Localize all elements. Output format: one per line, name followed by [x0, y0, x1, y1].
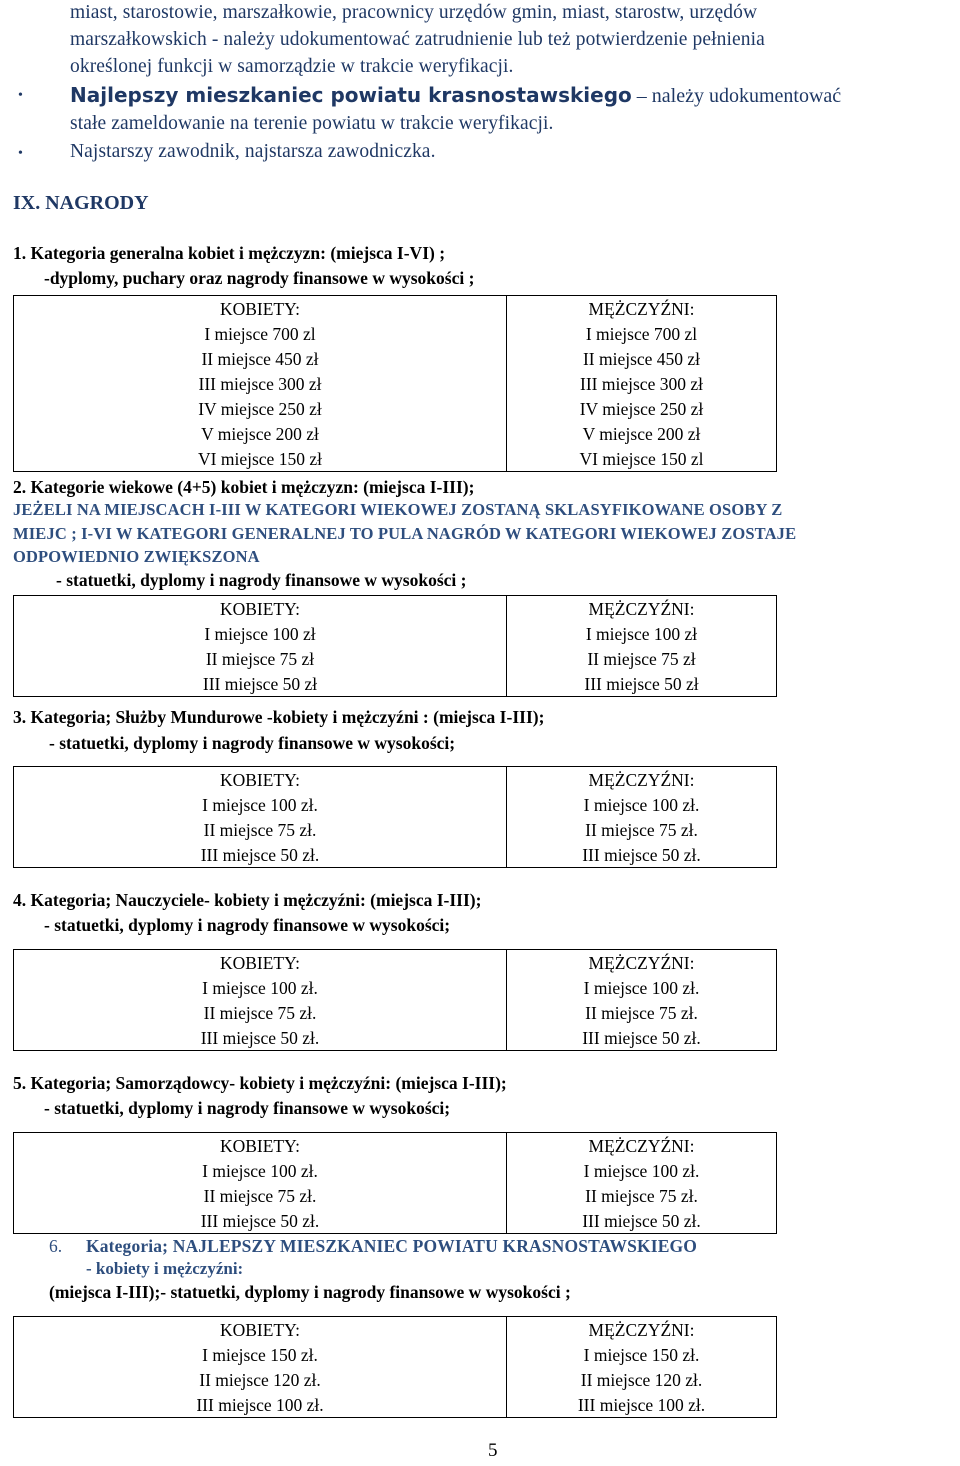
women-prize: I miejsce 100 zł.	[202, 795, 318, 815]
men-prize: III miejsce 50 zł	[584, 674, 699, 694]
men-prize: I miejsce 100 zł.	[583, 795, 700, 815]
women-prize: VI miejsce 150 zł	[198, 449, 322, 469]
women-prize: III miejsce 50 zł.	[200, 845, 320, 865]
women-prize: III miejsce 50 zł.	[200, 1211, 320, 1231]
men-prize: II miejsce 75 zł.	[585, 1186, 698, 1206]
women-prize: II miejsce 75 zł.	[203, 820, 317, 840]
women-header: KOBIETY:	[219, 599, 301, 619]
cat6-heading-line-2: - kobiety i mężczyźni:	[86, 1259, 244, 1278]
women-prize: III miejsce 100 zł.	[196, 1395, 324, 1415]
men-prize: III miejsce 300 zł	[580, 374, 703, 394]
men-prize: I miejsce 100 zł	[585, 624, 698, 644]
men-prize: I miejsce 100 zł.	[583, 978, 700, 998]
men-header: MĘŻCZYŹNI:	[588, 953, 695, 973]
cat4-sub: - statuetki, dyplomy i nagrody finansowe w wysokości;	[44, 915, 451, 935]
men-prize: IV miejsce 250 zł	[579, 399, 704, 419]
women-header: KOBIETY:	[219, 770, 301, 790]
intro-line-1: miast, starostowie, marszałkowie, pracownicy urzędów gmin, miast, starostw, urzędów	[70, 2, 758, 23]
cat2-heading: 2. Kategorie wiekowe (4+5) kobiet i mężczyzn: (miejsca I-III);	[13, 477, 475, 497]
men-prize: III miejsce 50 zł.	[582, 1211, 701, 1231]
women-header: KOBIETY:	[219, 953, 301, 973]
women-prize: I miejsce 700 zl	[204, 324, 316, 344]
cat2-notice-line: ODPOWIEDNIO ZWIĘKSZONA	[13, 547, 260, 566]
best-resident-rest: – należy udokumentować	[631, 85, 842, 107]
cat6-number: 6.	[49, 1236, 63, 1256]
women-prize: II miejsce 75 zł.	[203, 1186, 317, 1206]
women-prize: III miejsce 50 zł.	[200, 1028, 320, 1048]
women-prize: V miejsce 200 zł	[201, 424, 319, 444]
men-prize: II miejsce 75 zł.	[585, 820, 698, 840]
women-prize: III miejsce 300 zł	[198, 374, 322, 394]
men-header: MĘŻCZYŹNI:	[588, 1320, 695, 1340]
women-header: KOBIETY:	[219, 299, 301, 319]
women-prize: I miejsce 100 zł.	[202, 1161, 318, 1181]
women-prize: II miejsce 75 zł	[205, 649, 315, 669]
cat6-sub: (miejsca I-III);- statuetki, dyplomy i nagrody finansowe w wysokości ;	[49, 1282, 571, 1302]
men-prize: III miejsce 50 zł.	[582, 845, 701, 865]
bullet-best-resident	[70, 83, 841, 108]
men-prize: II miejsce 75 zł	[587, 649, 696, 669]
cat2-notice-line: JEŻELI NA MIEJSCACH I-III W KATEGORI WIEKOWEJ ZOSTANĄ SKLASYFIKOWANE OSOBY Z	[13, 500, 783, 519]
best-resident-bold: Najlepszy mieszkaniec powiatu krasnostawskiego	[70, 83, 632, 107]
men-prize: I miejsce 150 zł.	[583, 1345, 700, 1365]
cat4-heading: 4. Kategoria; Nauczyciele- kobiety i mężczyźni: (miejsca I-III);	[13, 890, 482, 910]
cat5-sub: - statuetki, dyplomy i nagrody finansowe w wysokości;	[44, 1098, 451, 1118]
bullet-icon: •	[18, 146, 23, 161]
cat2-notice-line: MIEJC ; I-VI W KATEGORI GENERALNEJ TO PULA NAGRÓD W KATEGORI WIEKOWEJ ZOSTAJE	[13, 524, 797, 543]
women-prize: I miejsce 100 zł	[204, 624, 316, 644]
women-header: KOBIETY:	[219, 1320, 301, 1340]
men-prize: I miejsce 100 zł.	[583, 1161, 700, 1181]
men-prize: V miejsce 200 zł	[582, 424, 701, 444]
cat2-prize-table	[13, 595, 777, 697]
women-prize: II miejsce 75 zł.	[203, 1003, 317, 1023]
cat3-heading: 3. Kategoria; Służby Mundurowe -kobiety i mężczyźni : (miejsca I-III);	[13, 707, 545, 727]
women-prize: II miejsce 120 zł.	[199, 1370, 321, 1390]
cat4-prize-table	[13, 949, 777, 1051]
cat6-prize-table	[13, 1316, 777, 1418]
page-number: 5	[488, 1440, 498, 1461]
men-prize: II miejsce 75 zł.	[585, 1003, 698, 1023]
intro-line-3: określonej funkcji w samorządzie w trakcie weryfikacji.	[70, 56, 514, 77]
cat5-heading: 5. Kategoria; Samorządowcy- kobiety i mężczyźni: (miejsca I-III);	[13, 1073, 507, 1093]
bullet-oldest: Najstarszy zawodnik, najstarsza zawodniczka.	[70, 141, 436, 162]
men-prize: III miejsce 50 zł.	[582, 1028, 701, 1048]
women-header: KOBIETY:	[219, 1136, 301, 1156]
bullet-icon: •	[18, 88, 23, 103]
cat2-sub: - statuetki, dyplomy i nagrody finansowe w wysokości ;	[56, 570, 467, 590]
cat1-sub: -dyplomy, puchary oraz nagrody finansowe w wysokości ;	[44, 268, 475, 288]
women-prize: II miejsce 450 zł	[201, 349, 319, 369]
men-header: MĘŻCZYŹNI:	[588, 299, 695, 319]
men-prize: II miejsce 120 zł.	[580, 1370, 703, 1390]
women-prize: I miejsce 100 zł.	[202, 978, 318, 998]
cat3-prize-table	[13, 766, 777, 868]
cat1-heading: 1. Kategoria generalna kobiet i mężczyzn: (miejsca I-VI) ;	[13, 243, 446, 263]
intro-line-2: marszałkowskich - należy udokumentować zatrudnienie lub też potwierdzenie pełnienia	[70, 29, 765, 50]
cat1-prize-table	[13, 295, 777, 472]
men-header: MĘŻCZYŹNI:	[588, 1136, 695, 1156]
men-prize: VI miejsce 150 zl	[579, 449, 704, 469]
best-resident-line-2: stałe zameldowanie na terenie powiatu w trakcie weryfikacji.	[70, 113, 554, 134]
women-prize: IV miejsce 250 zł	[198, 399, 322, 419]
cat5-prize-table	[13, 1132, 777, 1234]
section-title: IX. NAGRODY	[13, 192, 149, 214]
men-header: MĘŻCZYŹNI:	[588, 770, 695, 790]
cat3-sub: - statuetki, dyplomy i nagrody finansowe w wysokości;	[49, 733, 456, 753]
men-prize: III miejsce 100 zł.	[577, 1395, 706, 1415]
men-prize: I miejsce 700 zl	[585, 324, 698, 344]
men-prize: II miejsce 450 zł	[582, 349, 701, 369]
women-prize: III miejsce 50 zł	[202, 674, 318, 694]
cat6-heading: Kategoria; NAJLEPSZY MIESZKANIEC POWIATU KRASNOSTAWSKIEGO	[86, 1236, 698, 1256]
women-prize: I miejsce 150 zł.	[202, 1345, 318, 1365]
men-header: MĘŻCZYŹNI:	[588, 599, 695, 619]
